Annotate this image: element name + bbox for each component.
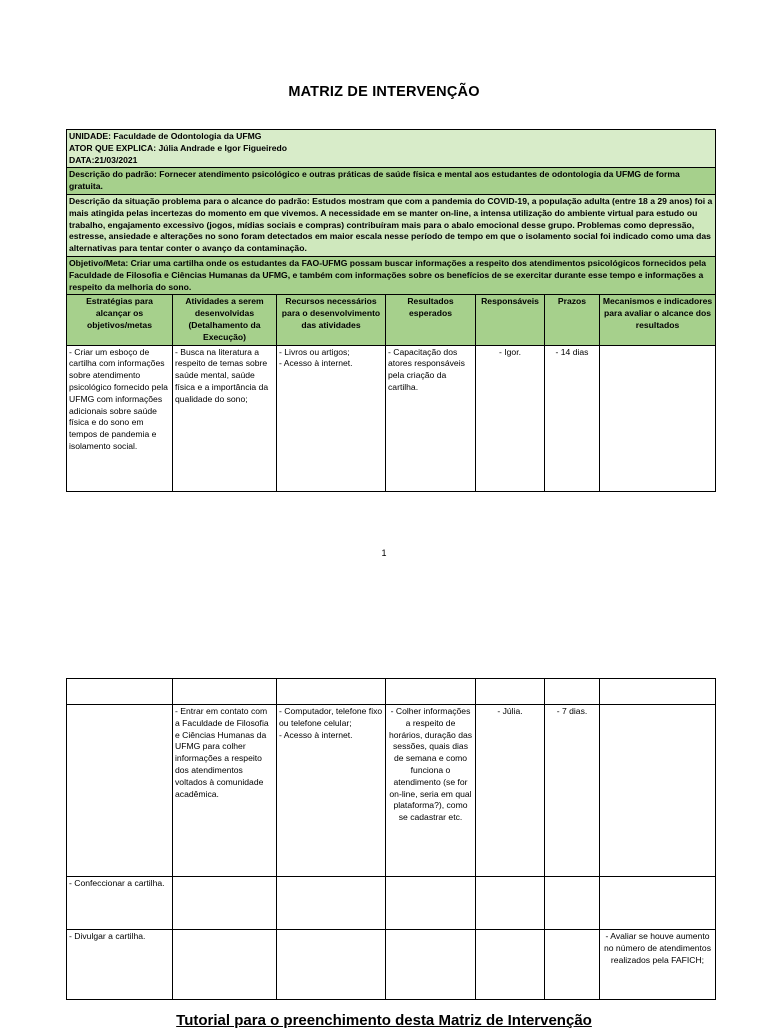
row3-estrategia: - Confeccionar a cartilha. bbox=[67, 877, 173, 930]
table-row bbox=[67, 345, 716, 491]
objetivo-meta: Objetivo/Meta: Criar uma cartilha onde os estudantes da FAO-UFMG possam buscar informações a respeito dos atendimentos psicológicos fornecidos pela Faculdade de Filosofia e Ciências Humanas da UFMG, e também com informações sobre os benefícios de se exercitar durante esse tempo e informações a respeito da melhoria do sono. bbox=[67, 256, 716, 294]
row4-estrategia: - Divulgar a cartilha. bbox=[67, 930, 173, 1000]
row2-mecanismo bbox=[600, 705, 716, 877]
page-title: MATRIZ DE INTERVENÇÃO bbox=[288, 84, 480, 100]
row2-atividade: - Entrar em contato com a Faculdade de Filosofia e Ciências Humanas da UFMG para colher informações a respeito dos atendimentos voltados à comunidade acadêmica. bbox=[173, 705, 277, 877]
data-line: DATA:21/03/2021 bbox=[69, 154, 138, 165]
unidade-line: UNIDADE: Faculdade de Odontologia da UFMG bbox=[69, 131, 262, 141]
footer-heading: Tutorial para o preenchimento desta Matriz de Intervenção bbox=[176, 1012, 592, 1029]
descricao-situacao: Descrição da situação problema para o alcance do padrão: Estudos mostram que com a pandemia do COVID-19, a população adulta (entre 18 a 29 anos) foi a mais atingida pelas incertezas do momento em que vivemos. A necessidade em se manter on-line, a intensa utilização do ambiente virtual para estudo ou trabalho, engajamento excessivo (jogos, mídias sociais e compras) contribuíram mais para o abalo emocional desse grupo. Problemas como depressão, estresse, ansiedade e alterações no sono foram detectados em maior escala nesse período de tempo em que o isolamento social foi indicado como uma das alternativas para tentar conter o avanço da contaminação. bbox=[67, 194, 716, 256]
header-recursos: Recursos necessários para o desenvolvimento das atividades bbox=[277, 295, 386, 345]
intervention-matrix-continued bbox=[66, 678, 716, 1000]
info-block bbox=[67, 130, 716, 168]
row1-atividade: - Busca na literatura a respeito de temas sobre saúde mental, saúde física e a importância da qualidade do sono; bbox=[173, 345, 277, 491]
header-estrategias: Estratégias para alcançar os objetivos/metas bbox=[67, 295, 173, 345]
table-row bbox=[67, 679, 716, 705]
row2-resultados: - Colher informações a respeito de horários, duração das sessões, quais dias de semana e como funciona o atendimento (se for on-line, seria em qual plataforma?), como se cadastrar etc. bbox=[386, 705, 476, 877]
ator-line: ATOR QUE EXPLICA: Júlia Andrade e Igor Figueiredo bbox=[69, 142, 288, 153]
header-responsaveis: Responsáveis bbox=[476, 295, 545, 345]
table-row bbox=[67, 877, 716, 930]
row1-estrategia: - Criar um esboço de cartilha com informações sobre atendimento psicológico fornecido pela UFMG com informações adicionais sobre saúde física e do sono em tempos de pandemia e isolamento social. bbox=[67, 345, 173, 491]
descricao-padrao: Descrição do padrão: Fornecer atendimento psicológico e outras práticas de saúde física e mental aos estudantes de odontologia da UFMG de forma gratuita. bbox=[67, 168, 716, 195]
header-resultados: Resultados esperados bbox=[386, 295, 476, 345]
row2-estrategia bbox=[67, 705, 173, 877]
row2-prazo: - 7 dias. bbox=[545, 705, 600, 877]
row1-resultados: - Capacitação dos atores responsáveis pela criação da cartilha. bbox=[386, 345, 476, 491]
intervention-matrix bbox=[66, 129, 716, 492]
row4-mecanismo: - Avaliar se houve aumento no número de atendimentos realizados pela FAFICH; bbox=[600, 930, 716, 1000]
row2-recursos: - Computador, telefone fixo ou telefone celular; - Acesso à internet. bbox=[277, 705, 386, 877]
header-atividades: Atividades a serem desenvolvidas (Detalhamento da Execução) bbox=[173, 295, 277, 345]
row1-recursos: - Livros ou artigos; - Acesso à internet. bbox=[277, 345, 386, 491]
row1-responsavel: - Igor. bbox=[476, 345, 545, 491]
row1-mecanismo bbox=[600, 345, 716, 491]
row2-responsavel: - Júlia. bbox=[476, 705, 545, 877]
row1-prazo: - 14 dias bbox=[545, 345, 600, 491]
page-number: 1 bbox=[381, 548, 387, 558]
table-row bbox=[67, 705, 716, 877]
header-mecanismos: Mecanismos e indicadores para avaliar o alcance dos resultados bbox=[600, 295, 716, 345]
table-row bbox=[67, 930, 716, 1000]
header-row bbox=[67, 295, 716, 345]
header-prazos: Prazos bbox=[545, 295, 600, 345]
